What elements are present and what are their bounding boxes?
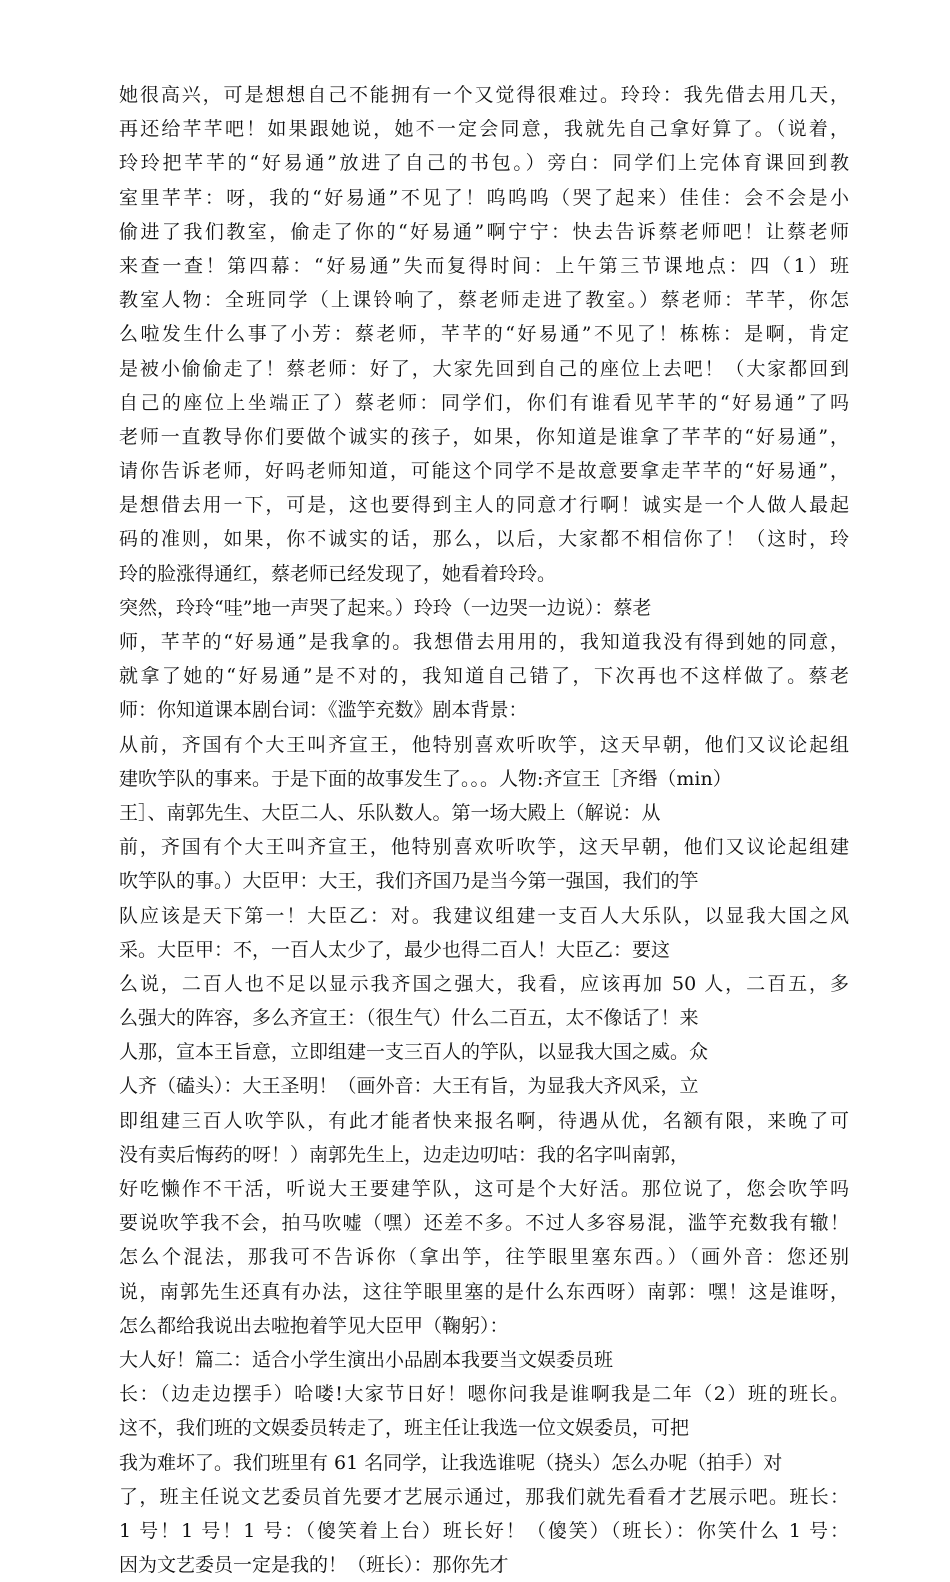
text-line: 偷进了我们教室，偷走了你的“好易通”啊宁宁：快去告诉蔡老师吧！让蔡老师 xyxy=(119,220,849,243)
text-line: 师：你知道课本剧台词：《滥竽充数》剧本背景： xyxy=(119,699,528,722)
text-line: 就拿了她的“好易通”是不对的，我知道自己错了，下次再也不这样做了。蔡老 xyxy=(119,665,849,688)
text-line: 室里芊芊：呀，我的“好易通”不见了！呜呜呜（哭了起来）佳佳：会不会是小 xyxy=(119,186,849,209)
text-line: 是被小偷偷走了！蔡老师：好了，大家先回到自己的座位上去吧！（大家都回到 xyxy=(119,357,849,380)
text-line: 没有卖后悔药的呀！）南郭先生上，边走边叨咕：我的名字叫南郭， xyxy=(119,1143,690,1166)
text-line: 是想借去用一下，可是，这也要得到主人的同意才行啊！诚实是一个人做人最起 xyxy=(119,494,849,517)
text-line: 老师一直教导你们要做个诚实的孩子，如果，你知道是谁拿了芊芊的“好易通”， xyxy=(119,425,849,448)
text-line: 这不，我们班的文娱委员转走了，班主任让我选一位文娱委员，可把 xyxy=(119,1417,690,1440)
text-line: 王］、南郭先生、大臣二人、乐队数人。第一场大殿上（解说：从 xyxy=(119,801,661,824)
text-line: 吹竽队的事。）大臣甲：大王，我们齐国乃是当今第一强国，我们的竽 xyxy=(119,870,699,893)
text-line: 即组建三百人吹竽队，有此才能者快来报名啊，待遇从优，名额有限，来晚了可 xyxy=(119,1109,849,1132)
text-line: 了，班主任说文艺委员首先要才艺展示通过，那我们就先看看才艺展示吧。班长： xyxy=(119,1485,849,1508)
text-line: 采。大臣甲：不，一百人太少了，最少也得二百人！大臣乙：要这 xyxy=(119,938,671,961)
text-line: 说，南郭先生还真有办法，这往竽眼里塞的是什么东西呀）南郭：嘿！这是谁呀， xyxy=(119,1280,849,1303)
text-line: 么强大的阵容，多么齐宣王：（很生气）什么二百五，太不像话了！来 xyxy=(119,1007,699,1030)
text-line: 师，芊芊的“好易通”是我拿的。我想借去用用的，我知道我没有得到她的同意， xyxy=(119,631,849,653)
text-line: 码的准则，如果，你不诚实的话，那么，以后，大家都不相信你了！（这时，玲 xyxy=(119,528,849,551)
text-line: 再还给芊芊吧！如果跟她说，她不一定会同意，我就先自己拿好算了。（说着， xyxy=(119,118,849,141)
text-line: 人那，宣本王旨意，立即组建一支三百人的竽队，以显我大国之威。众 xyxy=(119,1041,709,1064)
text-line: 队应该是天下第一！大臣乙：对。我建议组建一支百人大乐队，以显我大国之风 xyxy=(119,904,849,927)
text-line: 怎么都给我说出去啦抱着竽见大臣甲（鞠躬）： xyxy=(119,1314,509,1337)
text-line: 她很高兴，可是想想自己不能拥有一个又觉得很难过。玲玲：我先借去用几天， xyxy=(119,84,849,106)
text-line: 怎么个混法，那我可不告诉你（拿出竽，往竽眼里塞东西。）（画外音：您还别 xyxy=(119,1246,849,1269)
text-line: 教室人物：全班同学（上课铃响了，蔡老师走进了教室。）蔡老师：芊芊，你怎 xyxy=(119,289,849,312)
text-line: 1 号！1 号！1 号：（傻笑着上台）班长好！（傻笑）（班长）：你笑什么 1 号： xyxy=(119,1519,849,1542)
text-line: 自己的座位上坐端正了）蔡老师：同学们，你们有谁看见芊芊的“好易通”了吗 xyxy=(119,391,849,414)
text-line: 长：（边走边摆手）哈喽!大家节日好！嗯你问我是谁啊我是二年（2）班的班长。 xyxy=(119,1383,849,1406)
text-line: 突然，玲玲“哇”地一声哭了起来。）玲玲（一边哭一边说）：蔡老 xyxy=(119,596,652,619)
text-line: 好吃懒作不干活，听说大王要建竽队，这可是个大好活。那位说了，您会吹竽吗 xyxy=(119,1178,849,1200)
text-line: 玲的脸涨得通红，蔡老师已经发现了，她看着玲玲。 xyxy=(119,562,557,585)
text-line: 玲玲把芊芊的“好易通”放进了自己的书包。）旁白：同学们上完体育课回到教 xyxy=(119,152,849,175)
text-line: 因为文艺委员一定是我的！（班长）：那你先才 xyxy=(119,1554,509,1577)
text-line: 人齐（磕头）：大王圣明！（画外音：大王有旨，为显我大齐风采，立 xyxy=(119,1075,699,1098)
document-body-text xyxy=(119,78,849,1582)
text-line: 前，齐国有个大王叫齐宣王，他特别喜欢听吹竽，这天早朝，他们又议论起组建 xyxy=(119,836,849,859)
text-line: 从前，齐国有个大王叫齐宣王，他特别喜欢听吹竽，这天早朝，他们又议论起组 xyxy=(119,733,849,756)
text-line: 请你告诉老师，好吗老师知道，可能这个同学不是故意要拿走芊芊的“好易通”， xyxy=(119,460,849,483)
text-line: 要说吹竽我不会，拍马吹嘘（嘿）还差不多。不过人多容易混，滥竽充数我有辙！ xyxy=(119,1212,849,1235)
text-line: 大人好！篇二：适合小学生演出小品剧本我要当文娱委员班 xyxy=(119,1348,614,1371)
text-line: 么说，二百人也不足以显示我齐国之强大，我看，应该再加 50 人，二百五，多 xyxy=(119,972,849,995)
text-line: 来查一查！第四幕：“好易通”失而复得时间：上午第三节课地点：四（1）班 xyxy=(119,254,849,277)
text-line: 建吹竽队的事来。于是下面的故事发生了。。。人物:齐宣王［齐缗（min） xyxy=(119,767,732,790)
text-line: 我为难坏了。我们班里有 61 名同学，让我选谁呢（挠头）怎么办呢（拍手）对 xyxy=(119,1451,783,1474)
text-line: 么啦发生什么事了小芳：蔡老师，芊芊的“好易通”不见了！栋栋：是啊，肯定 xyxy=(119,323,849,346)
